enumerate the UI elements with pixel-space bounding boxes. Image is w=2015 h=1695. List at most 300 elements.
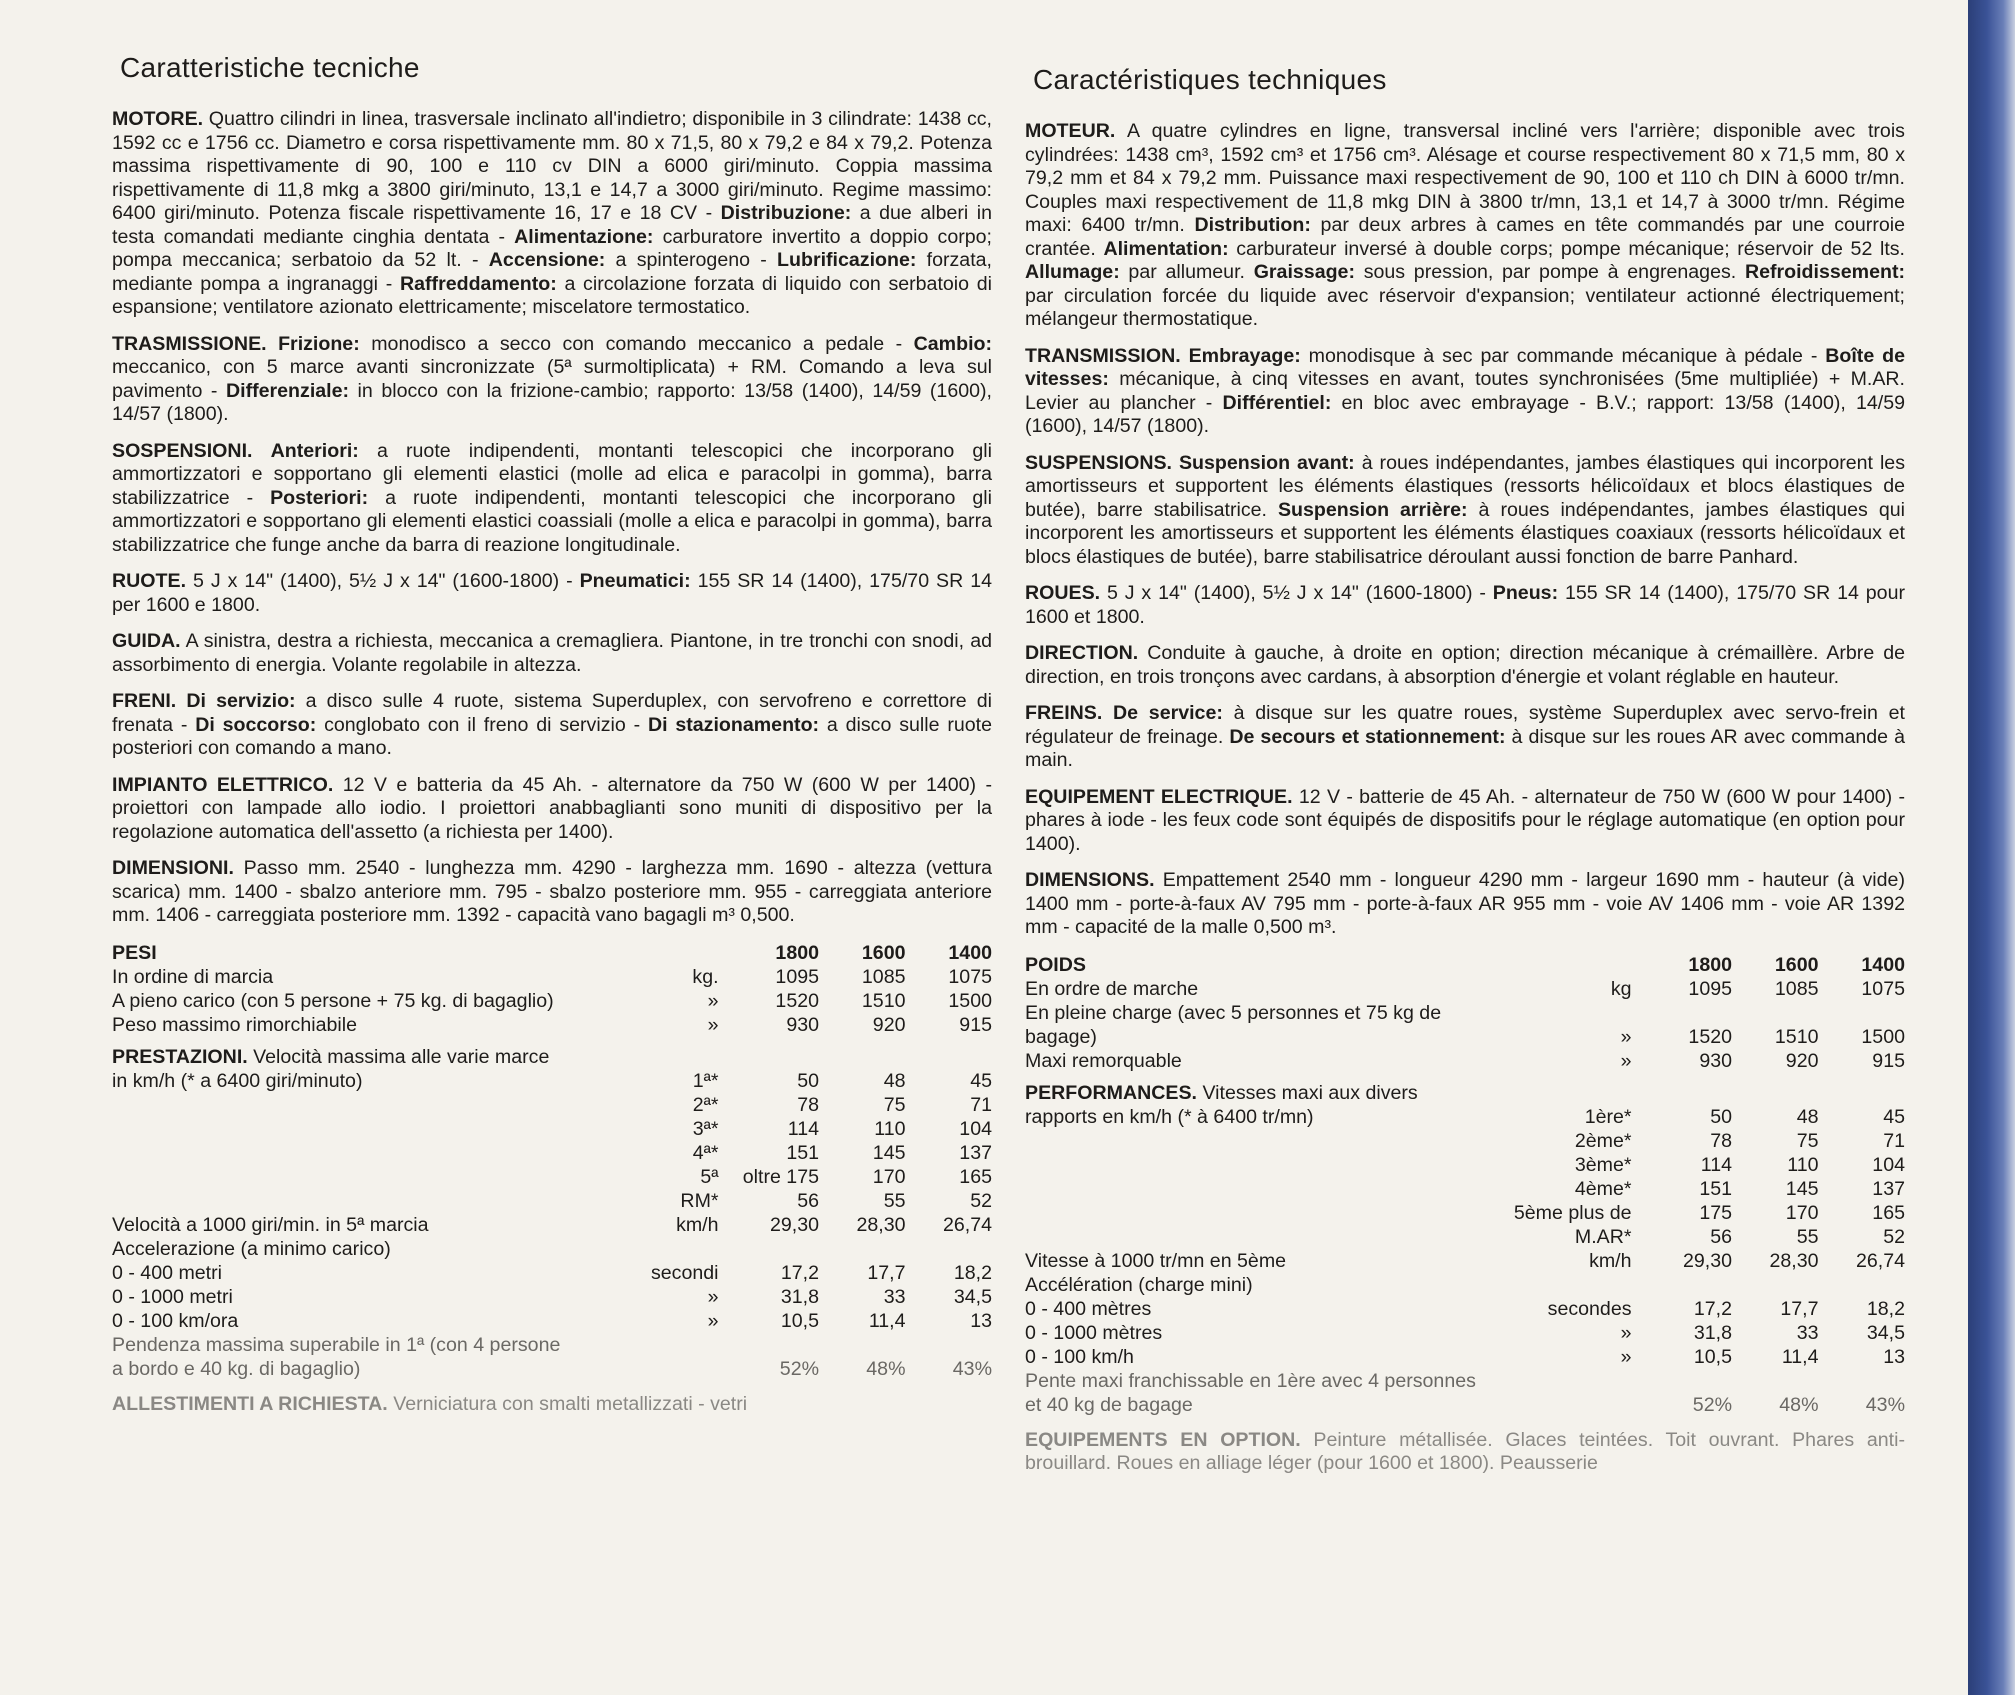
row-label-text: 0 - 1000 mètres xyxy=(1025,1321,1163,1344)
row-label xyxy=(1025,1153,1479,1177)
spec-text: monodisque à sec par commande mécanique à pédale - xyxy=(1300,344,1826,367)
row-label xyxy=(112,1117,566,1141)
french-footer xyxy=(1025,1429,1905,1476)
french-footer-text: Peinture métallisée. Glaces teintées. Toit ouvrant. Phares anti-brouillard. Roues en alliage léger (pour 1600 et 1800). Peausserie xyxy=(1025,1428,1905,1474)
row-value: 151 xyxy=(786,1141,820,1164)
row-value: 11,4 xyxy=(868,1309,906,1332)
spec-section xyxy=(1025,582,1905,629)
row-unit: 5ª xyxy=(700,1165,719,1188)
spec-section xyxy=(112,774,992,845)
row-value: 50 xyxy=(1710,1105,1733,1128)
row-label-text: Peso massimo rimorchiabile xyxy=(112,1013,357,1036)
row-label xyxy=(1025,1001,1479,1049)
table-row xyxy=(1025,1321,1905,1345)
row-label xyxy=(1025,1369,1479,1417)
row-value: 48 xyxy=(1796,1105,1819,1128)
row-value: 920 xyxy=(1785,1049,1819,1072)
row-label xyxy=(112,1285,566,1309)
section-heading: EQUIPEMENT ELECTRIQUE. xyxy=(1025,785,1293,808)
spec-text: carburatore invertito a doppio corpo; pompa meccanica; serbatoio da 52 lt. - xyxy=(112,225,992,271)
row-label xyxy=(112,1189,566,1213)
spec-text: carburateur inversé à double corps; pompe mécanique; réservoir de 52 lts. xyxy=(1228,237,1905,260)
row-value: 1600 xyxy=(1774,953,1819,976)
row-value: 104 xyxy=(959,1117,992,1140)
table-row xyxy=(1025,1073,1905,1081)
row-value: 1400 xyxy=(948,941,992,964)
spec-text: A quatre cylindres en ligne, transversal incliné vers l'arrière; disponible avec trois cylindrées: 1438 cm³, 1592 cm³ et 1756 cm³. Alésage et course respectivement 80 x 71,5 mm, 80 x 79,2 mm et 84 x 79,2 mm. Puissance maxi respectivement de 90, 100 et 110 ch DIN à 6000 tr/mn. Couples maxi respectivement de 11,8 mkg DIN à 3800 tr/mn, 13,1 et 14,7 à 3000 tr/mn. Régime maxi: 6400 tr/mn. xyxy=(1025,120,1905,236)
spec-label: Graissage: xyxy=(1253,261,1355,283)
row-label xyxy=(1025,977,1479,1001)
spec-label: Boîte de vitesses: xyxy=(1025,344,1905,390)
row-unit: km/h xyxy=(676,1213,719,1236)
row-value: 33 xyxy=(883,1285,906,1308)
row-label xyxy=(1025,1177,1479,1201)
table-row xyxy=(112,1285,992,1309)
spec-label: Allumage: xyxy=(1025,261,1120,283)
table-row xyxy=(112,1117,992,1141)
row-label xyxy=(112,1093,566,1117)
row-value: 1075 xyxy=(948,965,992,988)
spec-section xyxy=(112,570,992,617)
row-value: 110 xyxy=(874,1117,906,1140)
row-label-text: En pleine charge (avec 5 personnes et 75 kg de bagage) xyxy=(1025,1001,1442,1048)
row-label-text: In ordine di marcia xyxy=(112,965,274,988)
row-label xyxy=(112,965,566,989)
section-heading: ROUES. xyxy=(1025,582,1101,604)
spec-text: 12 V e batteria da 45 Ah. - alternatore da 750 W (600 W per 1400) - proiettori con lampade allo iodio. I proiettori anabbaglianti sono muniti di dispositivo per la regolazione automatica dell'assetto (a richiesta per 1400). xyxy=(112,773,992,843)
row-value: 55 xyxy=(1796,1225,1819,1248)
table-row xyxy=(1025,1201,1905,1225)
row-label xyxy=(1025,1321,1479,1345)
row-unit: 2ème* xyxy=(1574,1129,1632,1152)
row-value: 104 xyxy=(1872,1153,1905,1176)
row-value: 18,2 xyxy=(953,1261,992,1284)
row-label-text: Vitesse à 1000 tr/mn en 5ème xyxy=(1025,1249,1287,1272)
spec-label: Alimentation: xyxy=(1103,237,1229,260)
spec-text: mécanique, à cinq vitesses en avant, toutes synchronisées (5me multipliée) + M.AR. Levier au plancher - xyxy=(1025,368,1905,414)
italian-title: Caratteristiche tecniche xyxy=(120,52,420,83)
row-value: oltre 175 xyxy=(742,1165,820,1188)
table-row xyxy=(112,1333,992,1381)
row-value: 26,74 xyxy=(1855,1249,1905,1272)
row-label xyxy=(1025,1225,1479,1249)
spec-label: Embrayage: xyxy=(1188,344,1301,367)
spec-text: Passo mm. 2540 - lunghezza mm. 4290 - larghezza mm. 1690 - altezza (vettura scarica) mm. 1400 - sbalzo anteriore mm. 795 - sbalzo posteriore mm. 955 - carreggiata anteriore mm. 1406 - carreggiata posteriore mm. 1392 - capacità vano bagagli m³ 0,500. xyxy=(112,857,992,926)
row-label xyxy=(112,1261,566,1285)
row-value: 165 xyxy=(1872,1201,1905,1224)
row-label xyxy=(1025,1081,1479,1129)
spec-text: en bloc avec embrayage - B.V.; rapport: 13/58 (1400), 14/59 (1600), 14/57 (1800). xyxy=(1025,391,1905,437)
table-row xyxy=(1025,1081,1905,1129)
spec-text: a spinterogeno - xyxy=(605,249,778,271)
spec-section xyxy=(112,108,992,320)
italian-footer-text: Verniciatura con smalti metallizzati - vetri xyxy=(387,1392,748,1415)
table-row xyxy=(1025,1249,1905,1273)
row-label-text: 0 - 1000 metri xyxy=(112,1285,233,1308)
row-label-text: Velocità massima alle varie marce in km/h (* a 6400 giri/minuto) xyxy=(112,1045,550,1092)
row-unit: » xyxy=(707,1309,719,1332)
row-value: 31,8 xyxy=(1693,1321,1733,1344)
spec-label: Pneus: xyxy=(1492,582,1559,604)
spec-label: Frizione: xyxy=(278,332,360,355)
row-value: 71 xyxy=(970,1093,992,1116)
row-unit: 1ª* xyxy=(692,1069,719,1092)
spec-text: à disque sur les roues AR avec commande à main. xyxy=(1025,725,1905,771)
spec-label: Cambio: xyxy=(913,332,992,355)
row-value: 52 xyxy=(1883,1225,1905,1248)
row-unit: M.AR* xyxy=(1574,1225,1632,1248)
row-unit: 5ème plus de xyxy=(1513,1201,1632,1224)
spec-text: par circulation forcée du liquide avec réservoir d'expansion; ventilateur actionné électriquement; mélangeur thermostatique. xyxy=(1025,284,1905,330)
spec-text: 155 SR 14 (1400), 175/70 SR 14 pour 1600 et 1800. xyxy=(1025,582,1906,628)
table-row xyxy=(112,1309,992,1333)
section-heading: TRASMISSIONE. xyxy=(112,332,267,355)
row-value: 13 xyxy=(1883,1345,1905,1368)
row-unit: RM* xyxy=(680,1189,719,1212)
row-unit: kg. xyxy=(692,965,719,988)
table-row xyxy=(112,1093,992,1117)
row-value xyxy=(1646,1273,1732,1297)
row-value: 55 xyxy=(883,1189,906,1212)
table-row xyxy=(112,965,992,989)
row-value: 48 xyxy=(883,1069,906,1092)
section-heading: SOSPENSIONI. xyxy=(112,439,253,462)
row-label xyxy=(1025,1273,1479,1297)
row-value: 1800 xyxy=(775,941,820,964)
row-unit xyxy=(566,1237,732,1261)
table-row xyxy=(1025,1049,1905,1073)
row-value: 1520 xyxy=(1688,1025,1733,1048)
row-value: 175 xyxy=(1699,1201,1733,1224)
spec-label: Suspension avant: xyxy=(1178,451,1355,474)
row-value: 170 xyxy=(1785,1201,1819,1224)
row-unit: km/h xyxy=(1589,1249,1632,1272)
italian-footer-heading: ALLESTIMENTI A RICHIESTA. xyxy=(112,1392,388,1415)
row-value: 26,74 xyxy=(942,1213,992,1236)
row-value: 43% xyxy=(1865,1393,1905,1416)
row-label-heading: PRESTAZIONI. xyxy=(112,1045,248,1068)
table-row xyxy=(112,1261,992,1285)
row-unit: » xyxy=(1620,1345,1632,1368)
row-unit: » xyxy=(707,1013,719,1036)
spec-label: Différentiel: xyxy=(1222,391,1332,414)
row-value: 915 xyxy=(1872,1049,1905,1072)
row-label xyxy=(112,1045,566,1093)
row-label xyxy=(1025,1345,1479,1369)
table-row xyxy=(1025,977,1905,1001)
spec-label: Di soccorso: xyxy=(195,713,317,736)
spacer-cell xyxy=(112,1037,992,1045)
spec-section xyxy=(1025,869,1905,940)
row-value: 34,5 xyxy=(953,1285,992,1308)
row-label xyxy=(1025,1201,1479,1225)
table-row xyxy=(112,1189,992,1213)
row-unit: 3ème* xyxy=(1574,1153,1632,1176)
spec-section xyxy=(112,333,992,427)
table-row xyxy=(112,1165,992,1189)
row-value: 33 xyxy=(1796,1321,1819,1344)
spec-section xyxy=(1025,345,1905,439)
row-value: 114 xyxy=(1700,1153,1733,1176)
spec-label: Distribuzione: xyxy=(720,202,852,224)
spec-section xyxy=(1025,786,1905,857)
row-label-text: Velocità a 1000 giri/min. in 5ª marcia xyxy=(112,1213,429,1236)
section-heading: GUIDA. xyxy=(112,630,181,652)
spec-section xyxy=(1025,120,1905,332)
row-value: 18,2 xyxy=(1866,1297,1905,1320)
french-sections xyxy=(1025,120,1905,940)
italian-sections xyxy=(112,108,992,928)
section-heading: RUOTE. xyxy=(112,570,187,592)
italian-footer xyxy=(112,1393,992,1417)
row-value: 920 xyxy=(872,1013,906,1036)
section-heading: DIRECTION. xyxy=(1025,642,1139,664)
row-value: 48% xyxy=(1779,1393,1819,1416)
section-heading: SUSPENSIONS. xyxy=(1025,451,1172,474)
spec-text: a disco sulle ruote posteriori con comando a mano. xyxy=(112,713,992,759)
french-footer-heading: EQUIPEMENTS EN OPTION. xyxy=(1025,1428,1301,1451)
spec-section xyxy=(112,690,992,761)
row-label xyxy=(112,1213,566,1237)
row-value: 930 xyxy=(786,1013,820,1036)
row-value: 78 xyxy=(797,1093,820,1116)
section-heading: TRANSMISSION. xyxy=(1025,344,1181,367)
row-label xyxy=(1025,1129,1479,1153)
table-row xyxy=(112,1141,992,1165)
table-row xyxy=(112,1237,992,1261)
spec-text: Quattro cilindri in linea, trasversale inclinato all'indietro; disponibile in 3 cilindrate: 1438 cc, 1592 cc e 1756 cc. Diametro e corsa rispettivamente mm. 80 x 71,5, 80 x 79,2 e 84 x 79,2. Potenza massima rispettivamente di 90, 100 e 110 cv DIN a 6000 giri/minuto. Coppia massima rispettivamente di 11,8 mkg a 3800 giri/minuto, 13,1 e 14,7 a 3000 giri/minuto. Regime massimo: 6400 giri/minuto. Potenza fiscale rispettivamente 16, 17 e 18 CV - xyxy=(112,108,993,224)
row-label-text: Maxi remorquable xyxy=(1025,1049,1182,1072)
row-value: 1095 xyxy=(1688,977,1733,1000)
spec-label: Di servizio: xyxy=(186,690,296,712)
table-row xyxy=(112,1045,992,1093)
row-label xyxy=(112,1141,566,1165)
spec-text: a disco sulle 4 ruote, sistema Superduplex, con servofreno e correttore di frenata - xyxy=(112,690,992,736)
section-heading: DIMENSIONS. xyxy=(1025,869,1155,891)
row-unit: 3ª* xyxy=(692,1117,719,1140)
spec-text: sous pression, par pompe à engrenages. xyxy=(1354,261,1745,283)
spec-section xyxy=(112,630,992,677)
row-unit: » xyxy=(707,1285,719,1308)
spec-text: a circolazione forzata di liquido con serbatoio di espansione; ventilatore azionato elettricamente; miscelatore termostatico. xyxy=(112,272,992,318)
table-row xyxy=(1025,1225,1905,1249)
row-label-text: Vitesses maxi aux divers rapports en km/h (* à 6400 tr/mn) xyxy=(1025,1081,1418,1128)
table-row xyxy=(112,1037,992,1045)
row-value: 29,30 xyxy=(1682,1249,1733,1272)
table-row xyxy=(1025,953,1905,977)
spec-label: Anteriori: xyxy=(270,439,359,462)
row-value: 1400 xyxy=(1861,953,1905,976)
row-value xyxy=(1732,1273,1818,1297)
row-value: 1600 xyxy=(861,941,906,964)
row-value: 31,8 xyxy=(780,1285,820,1308)
row-value: 75 xyxy=(1796,1129,1819,1152)
row-value: 1500 xyxy=(948,989,992,1012)
spec-label: De secours et stationnement: xyxy=(1229,725,1506,748)
spec-label: Refroidissement: xyxy=(1744,261,1905,283)
row-unit: » xyxy=(707,989,719,1012)
spec-text: à disque sur les quatre roues, système Superduplex avec servo-frein et régulateur de freinage. xyxy=(1025,702,1905,748)
row-value: 930 xyxy=(1699,1049,1733,1072)
table-row xyxy=(112,1213,992,1237)
row-value: 1085 xyxy=(861,965,906,988)
table-row xyxy=(112,941,992,965)
row-value xyxy=(906,1237,993,1261)
row-label xyxy=(1025,953,1479,977)
row-label-text: 0 - 400 mètres xyxy=(1025,1297,1152,1320)
row-unit xyxy=(1479,1369,1645,1417)
row-label-text: 0 - 100 km/h xyxy=(1025,1345,1134,1368)
spec-text: 5 J x 14" (1400), 5½ J x 14" (1600-1800) - xyxy=(192,570,580,592)
row-value: 43% xyxy=(952,1357,992,1380)
row-label xyxy=(112,989,566,1013)
row-label xyxy=(1025,1049,1479,1073)
row-value: 1085 xyxy=(1774,977,1819,1000)
row-value: 1510 xyxy=(1774,1025,1819,1048)
table-row xyxy=(1025,1345,1905,1369)
spec-text: a ruote indipendenti, montanti telescopici che incorporano gli ammortizzatori e sopportano gli elementi elastici coassiali (molle a elica e paracolpi in gomma), barra stabilizzatrice che funge anche da barra di reazione longitudinale. xyxy=(112,486,992,556)
spec-label: Differenziale: xyxy=(225,379,350,402)
row-unit: secondi xyxy=(650,1261,719,1284)
spec-text: 5 J x 14" (1400), 5½ J x 14" (1600-1800) - xyxy=(1107,582,1493,604)
row-label-heading: PESI xyxy=(112,941,157,964)
section-heading: IMPIANTO ELETTRICO. xyxy=(112,773,334,796)
row-value: 52% xyxy=(1692,1393,1733,1416)
section-heading: FRENI. xyxy=(112,690,177,712)
row-unit xyxy=(1479,953,1645,977)
spec-label: Di stazionamento: xyxy=(647,713,820,736)
spec-text: par deux arbres à cames en tête commandés par une courroie crantée. xyxy=(1025,214,1905,260)
row-value: 170 xyxy=(872,1165,906,1188)
spec-text: Empattement 2540 mm - longueur 4290 mm - largeur 1690 mm - hauteur (à vide) 1400 mm - porte-à-faux AV 795 mm - porte-à-faux AR 955 mm - voie AV 1406 mm - voie AR 1392 mm - capacité de la malle 0,500 m³. xyxy=(1025,869,1905,938)
row-value: 29,30 xyxy=(769,1213,820,1236)
spec-text: monodisco a secco con comando meccanico a pedale - xyxy=(359,332,914,355)
row-label xyxy=(1025,1249,1479,1273)
row-label-text: En ordre de marche xyxy=(1025,977,1199,1000)
row-unit: 2ª* xyxy=(692,1093,719,1116)
spec-text: 12 V - batterie de 45 Ah. - alternateur de 750 W (600 W pour 1400) - phares à iode - les feux code sont équipés de dispositifs pour le réglage automatique (en option pour 1400). xyxy=(1025,785,1905,855)
row-value: 17,2 xyxy=(1693,1297,1733,1320)
row-value: 151 xyxy=(1699,1177,1733,1200)
row-unit xyxy=(566,941,732,965)
spec-text: conglobato con il freno di servizio - xyxy=(316,713,648,736)
row-label xyxy=(112,941,566,965)
row-value: 10,5 xyxy=(780,1309,820,1332)
spec-section xyxy=(112,857,992,928)
table-row xyxy=(1025,1129,1905,1153)
italian-specs-table xyxy=(112,941,992,1381)
spec-section xyxy=(1025,642,1905,689)
row-unit xyxy=(1479,1273,1645,1297)
row-label-text: 0 - 400 metri xyxy=(112,1261,222,1284)
spec-label: Posteriori: xyxy=(270,486,369,509)
row-label-heading: PERFORMANCES. xyxy=(1025,1081,1198,1104)
spec-text: a due alberi in testa comandati mediante cinghia dentata - xyxy=(112,202,992,248)
spec-text: forzata, mediante pompa a ingranaggi - xyxy=(112,249,992,295)
row-unit: » xyxy=(1620,1025,1632,1048)
row-value: 56 xyxy=(1710,1225,1733,1248)
row-value xyxy=(733,1237,819,1261)
row-value: 50 xyxy=(797,1069,820,1092)
spec-label: Raffreddamento: xyxy=(399,272,557,295)
row-value xyxy=(1819,1273,1906,1297)
row-value: 11,4 xyxy=(1781,1345,1819,1368)
french-title: Caractéristiques techniques xyxy=(1033,64,1387,95)
row-label-heading: POIDS xyxy=(1025,953,1086,976)
row-value: 1500 xyxy=(1861,1025,1905,1048)
spec-label: Accensione: xyxy=(488,249,606,271)
table-row xyxy=(112,1013,992,1037)
row-value: 52 xyxy=(970,1189,992,1212)
table-row xyxy=(1025,1153,1905,1177)
row-label-text: Pendenza massima superabile in 1ª (con 4 persone a bordo e 40 kg. di bagaglio) xyxy=(112,1333,561,1380)
table-row xyxy=(1025,1177,1905,1201)
spec-section xyxy=(1025,452,1905,570)
row-value: 915 xyxy=(959,1013,992,1036)
spec-text: in blocco con la frizione-cambio; rapporto: 13/58 (1400), 14/59 (1600), 14/57 (1800). xyxy=(112,379,992,425)
row-value: 78 xyxy=(1710,1129,1733,1152)
row-value: 1510 xyxy=(861,989,906,1012)
spec-label: Pneumatici: xyxy=(579,570,691,592)
row-value: 1095 xyxy=(775,965,820,988)
spacer-cell xyxy=(1025,1073,1905,1081)
spec-label: Lubrificazione: xyxy=(777,249,917,271)
spec-text: A sinistra, destra a richiesta, meccanica a cremagliera. Piantone, in tre tronchi con snodi, ad assorbimento di energia. Volante regolabile in altezza. xyxy=(112,630,992,676)
row-value: 45 xyxy=(970,1069,992,1092)
spec-text: à roues indépendantes, jambes élastiques qui incorporent les amortisseurs et supportent les éléments élastiques coaxiaux (ressorts hélicoïdaux et blocs élastiques de butée), barre stabilisatrice déroulant aussi fonction de barre Panhard. xyxy=(1025,498,1905,568)
row-label xyxy=(112,1333,566,1381)
section-heading: FREINS. xyxy=(1025,702,1103,724)
table-row xyxy=(112,989,992,1013)
row-unit: » xyxy=(1620,1321,1632,1344)
row-value: 13 xyxy=(970,1309,992,1332)
row-value: 137 xyxy=(959,1141,992,1164)
spec-text: par allumeur. xyxy=(1119,261,1254,283)
row-unit: » xyxy=(1620,1049,1632,1072)
row-value: 1520 xyxy=(775,989,820,1012)
row-label-text: Accelerazione (a minimo carico) xyxy=(112,1237,391,1260)
row-value: 165 xyxy=(959,1165,992,1188)
table-row xyxy=(1025,1369,1905,1417)
row-value: 1800 xyxy=(1688,953,1733,976)
spec-label: Suspension arrière: xyxy=(1277,498,1468,521)
row-label xyxy=(112,1165,566,1189)
row-label-text: Accélération (charge mini) xyxy=(1025,1273,1253,1296)
row-value: 145 xyxy=(872,1141,906,1164)
row-value: 110 xyxy=(1787,1153,1819,1176)
row-label xyxy=(1025,1297,1479,1321)
french-specs-table xyxy=(1025,953,1905,1417)
row-value: 48% xyxy=(866,1357,906,1380)
table-row xyxy=(1025,1001,1905,1049)
table-row xyxy=(1025,1273,1905,1297)
row-value: 28,30 xyxy=(856,1213,906,1236)
row-unit: secondes xyxy=(1547,1297,1632,1320)
spec-text: meccanico, con 5 marce avanti sincronizzate (5ª surmoltiplicata) + RM. Comando a leva sul pavimento - xyxy=(112,356,992,402)
spec-text: 155 SR 14 (1400), 175/70 SR 14 per 1600 e 1800. xyxy=(112,570,992,616)
row-value: 17,7 xyxy=(867,1261,906,1284)
row-label-text: A pieno carico (con 5 persone + 75 kg. di bagaglio) xyxy=(112,989,554,1012)
row-label xyxy=(112,1013,566,1037)
spec-text: Conduite à gauche, à droite en option; direction mécanique à crémaillère. Arbre de direction, en trois tronçons avec cardans, à absorption d'énergie et volant réglable en hauteur. xyxy=(1025,642,1905,688)
section-heading: MOTEUR. xyxy=(1025,120,1116,142)
table-row xyxy=(1025,1297,1905,1321)
row-value: 56 xyxy=(797,1189,820,1212)
spec-text: a ruote indipendenti, montanti telescopici che incorporano gli ammortizzatori e sopportano gli elementi elastici (molle ad elica e paracolpi in gomma), barra stabilizzatrice - xyxy=(112,439,992,509)
row-label-text: 0 - 100 km/ora xyxy=(112,1309,239,1332)
row-unit: 1ère* xyxy=(1584,1105,1632,1128)
italian-column xyxy=(112,52,992,1429)
